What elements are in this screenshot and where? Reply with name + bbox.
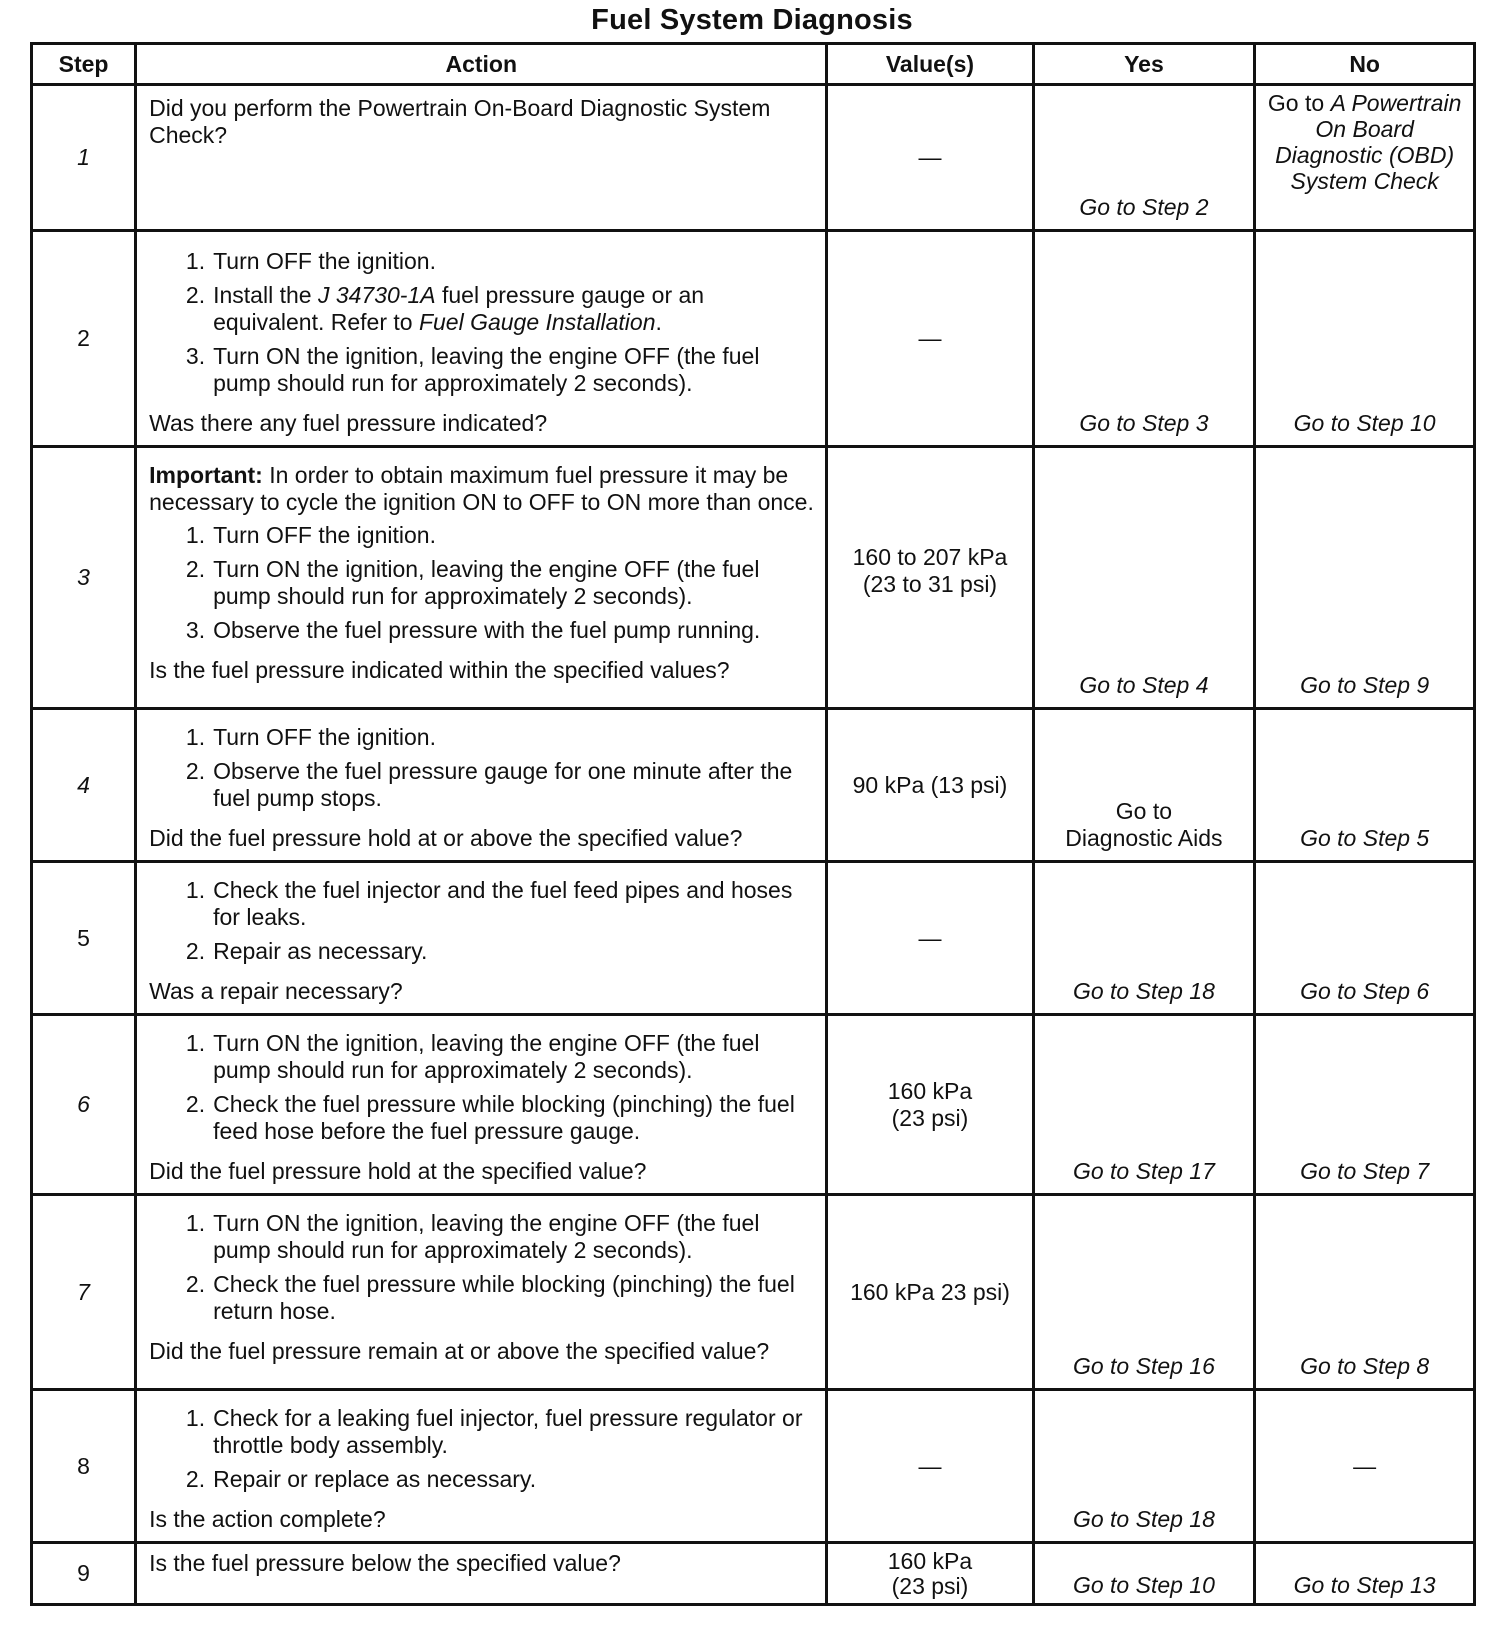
list-item: 2. Repair or replace as necessary. <box>185 1466 537 1492</box>
action-cell <box>136 1390 827 1543</box>
value-cell: 160 kPa (23 psi) <box>827 1543 1033 1605</box>
step-number: 4 <box>32 709 136 862</box>
yes-cell[interactable]: Go to Step 3 <box>1033 231 1255 447</box>
header-row <box>32 44 1475 85</box>
list-item: 3. Observe the fuel pressure with the fuel pump running. <box>185 617 761 643</box>
list-item: 3. Turn ON the ignition, leaving the engine OFF (the fuel pump should run for approximately 2 seconds). <box>185 343 760 396</box>
no-prefix: Go to <box>1267 90 1325 116</box>
no-cell[interactable]: Go to Step 8 <box>1255 1195 1475 1390</box>
important-note: Important: In order to obtain maximum fuel pressure it may be necessary to cycle the ignition ON to OFF to ON more than once. <box>149 462 814 515</box>
yes-cell[interactable]: Go to Step 18 <box>1033 1390 1255 1543</box>
action-cell <box>136 1195 827 1390</box>
table-row <box>32 1390 1475 1543</box>
action-cell <box>136 231 827 447</box>
table-row <box>32 1015 1475 1195</box>
question-text: Was there any fuel pressure indicated? <box>149 410 548 436</box>
list-item: 1. Turn ON the ignition, leaving the engine OFF (the fuel pump should run for approximately 2 seconds). <box>185 1210 760 1263</box>
yes-cell[interactable]: Go to Step 2 <box>1033 85 1255 231</box>
yes-cell[interactable]: Go to Step 4 <box>1033 447 1255 709</box>
list-item: 2. Observe the fuel pressure gauge for one minute after the fuel pump stops. <box>185 758 793 811</box>
list-item: 1. Check the fuel injector and the fuel feed pipes and hoses for leaks. <box>185 877 793 930</box>
action-cell <box>136 447 827 709</box>
step-number: 5 <box>32 862 136 1015</box>
table-row <box>32 1195 1475 1390</box>
page-title: Fuel System Diagnosis <box>591 4 913 36</box>
tool-reference: J 34730-1A <box>317 282 436 308</box>
no-cell[interactable] <box>1255 85 1475 231</box>
question-text: Was a repair necessary? <box>149 978 403 1004</box>
diagnostic-aids-link[interactable]: Diagnostic Aids <box>1065 825 1223 851</box>
value-cell: — <box>827 231 1033 447</box>
header-yes: Yes <box>1033 44 1255 85</box>
list-item: 2. Install the J 34730-1A fuel pressure gauge or an equivalent. Refer to Fuel Gauge Installation. <box>185 282 705 335</box>
table-row <box>32 447 1475 709</box>
step-number: 6 <box>32 1015 136 1195</box>
header-action: Action <box>136 44 827 85</box>
value-cell: 160 to 207 kPa (23 to 31 psi) <box>827 447 1033 709</box>
step-number: 1 <box>32 85 136 231</box>
list-item: 2. Check the fuel pressure while blocking (pinching) the fuel return hose. <box>185 1271 795 1324</box>
yes-cell[interactable]: Go to Step 17 <box>1033 1015 1255 1195</box>
question-text: Did the fuel pressure hold at the specified value? <box>149 1158 647 1184</box>
step-number: 9 <box>32 1543 136 1605</box>
list-item: 1. Turn OFF the ignition. <box>185 724 436 750</box>
yes-cell[interactable]: Go to Step 18 <box>1033 862 1255 1015</box>
question-text: Is the fuel pressure below the specified value? <box>149 1550 621 1576</box>
value-cell: 160 kPa (23 psi) <box>827 1015 1033 1195</box>
no-cell[interactable]: Go to Step 13 <box>1255 1543 1475 1605</box>
no-cell[interactable]: Go to Step 6 <box>1255 862 1475 1015</box>
list-item: 1. Turn OFF the ignition. <box>185 248 436 274</box>
value-cell: — <box>827 862 1033 1015</box>
step-number: 3 <box>32 447 136 709</box>
action-cell <box>136 1543 827 1605</box>
list-item: 1. Check for a leaking fuel injector, fuel pressure regulator or throttle body assembly. <box>185 1405 803 1458</box>
action-cell <box>136 85 827 231</box>
value-cell: — <box>827 1390 1033 1543</box>
question-text: Did the fuel pressure remain at or above the specified value? <box>149 1338 770 1364</box>
question-text: Did you perform the Powertrain On-Board Diagnostic System Check? <box>149 95 771 148</box>
header-step: Step <box>32 44 136 85</box>
no-cell[interactable]: Go to Step 7 <box>1255 1015 1475 1195</box>
value-cell: — <box>827 85 1033 231</box>
header-value: Value(s) <box>827 44 1033 85</box>
yes-cell[interactable]: Go to Step 10 <box>1033 1543 1255 1605</box>
value-cell: 160 kPa 23 psi) <box>827 1195 1033 1390</box>
question-text: Is the action complete? <box>149 1506 386 1532</box>
list-item: 2. Check the fuel pressure while blocking (pinching) the fuel feed hose before the fuel pressure gauge. <box>185 1091 795 1144</box>
yes-cell[interactable]: Go to Step 16 <box>1033 1195 1255 1390</box>
no-cell[interactable]: Go to Step 9 <box>1255 447 1475 709</box>
table-row <box>32 85 1475 231</box>
diagnosis-table <box>30 42 1476 1606</box>
action-cell <box>136 1015 827 1195</box>
table-row <box>32 231 1475 447</box>
action-cell <box>136 709 827 862</box>
action-cell <box>136 862 827 1015</box>
no-cell[interactable]: Go to Step 5 <box>1255 709 1475 862</box>
no-cell[interactable]: Go to Step 10 <box>1255 231 1475 447</box>
list-item: 1. Turn ON the ignition, leaving the engine OFF (the fuel pump should run for approximately 2 seconds). <box>185 1030 760 1083</box>
fuel-gauge-installation-link[interactable]: Fuel Gauge Installation <box>418 309 656 335</box>
list-item: 2. Repair as necessary. <box>185 938 428 964</box>
list-item: 1. Turn OFF the ignition. <box>185 522 436 548</box>
list-item: 2. Turn ON the ignition, leaving the engine OFF (the fuel pump should run for approximately 2 seconds). <box>185 556 760 609</box>
obd-check-link[interactable]: A Powertrain On Board Diagnostic (OBD) System Check <box>1275 90 1462 194</box>
question-text: Did the fuel pressure hold at or above the specified value? <box>149 825 743 851</box>
header-no: No <box>1255 44 1475 85</box>
step-number: 8 <box>32 1390 136 1543</box>
question-text: Is the fuel pressure indicated within the specified values? <box>149 657 730 683</box>
no-cell: — <box>1255 1390 1475 1543</box>
step-number: 2 <box>32 231 136 447</box>
table-row <box>32 709 1475 862</box>
value-cell: 90 kPa (13 psi) <box>827 709 1033 862</box>
yes-cell[interactable]: Go to Diagnostic Aids <box>1033 709 1255 862</box>
table-row <box>32 862 1475 1015</box>
table-row <box>32 1543 1475 1605</box>
step-number: 7 <box>32 1195 136 1390</box>
